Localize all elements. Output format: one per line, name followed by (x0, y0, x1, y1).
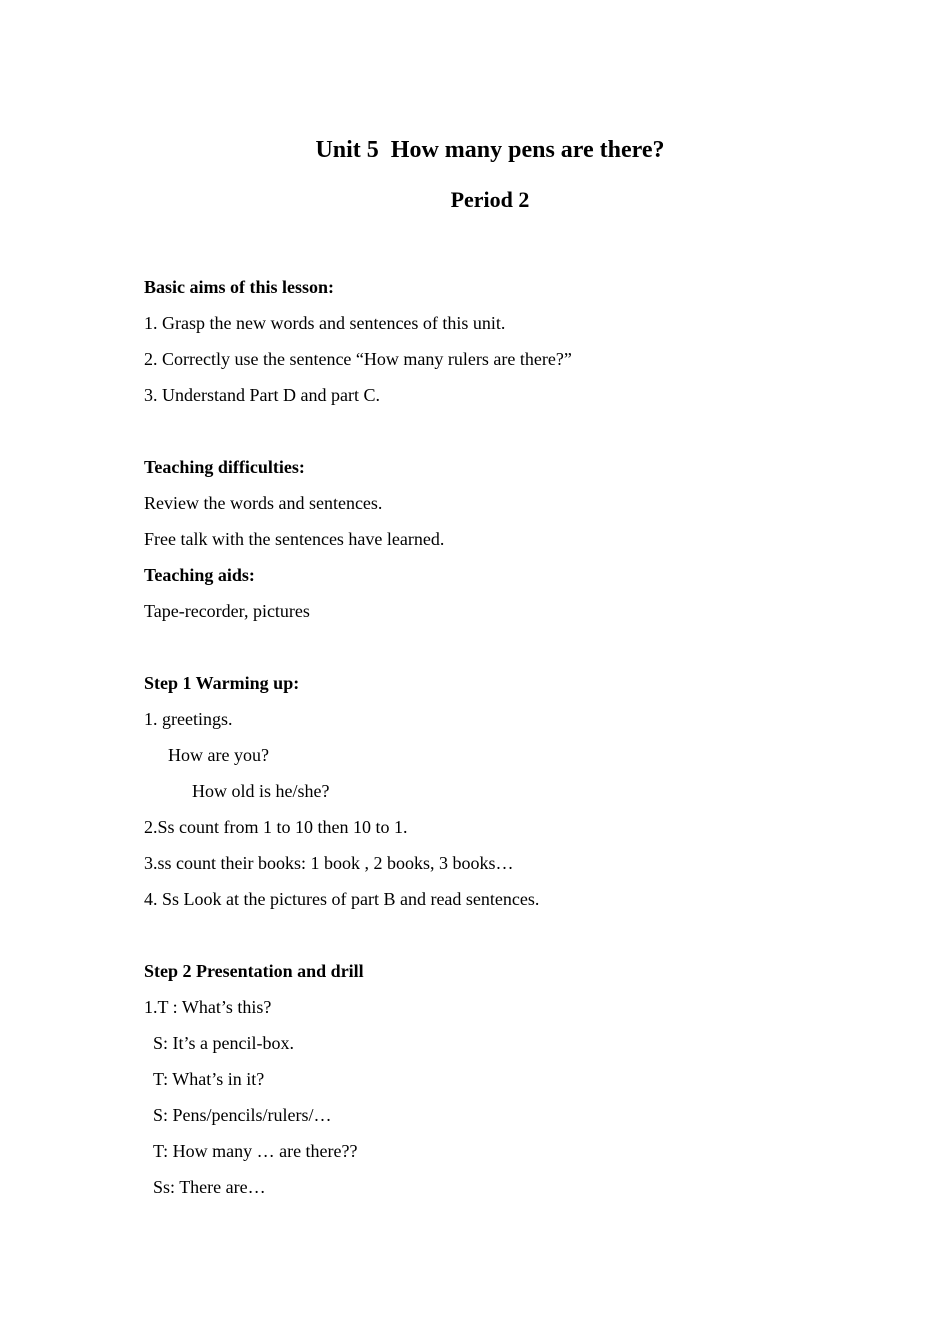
document-title: Unit 5 How many pens are there? (315, 137, 665, 163)
aims-item: 3. Understand Part D and part C. (144, 385, 380, 405)
difficulties-item: Free talk with the sentences have learned. (144, 529, 445, 549)
aims-item: 1. Grasp the new words and sentences of this unit. (144, 313, 506, 333)
step2-item: S: It’s a pencil-box. (153, 1033, 294, 1053)
aids-heading: Teaching aids: (144, 565, 255, 585)
step1-item: 1. greetings. (144, 709, 233, 729)
difficulties-item: Review the words and sentences. (144, 493, 383, 513)
step1-heading: Step 1 Warming up: (144, 673, 300, 693)
step1-item: 4. Ss Look at the pictures of part B and read sentences. (144, 889, 540, 909)
step2-item: T: What’s in it? (153, 1069, 265, 1089)
difficulties-heading: Teaching difficulties: (144, 457, 305, 477)
step1-item: 3.ss count their books: 1 book , 2 books, 3 books… (144, 853, 514, 873)
aims-item: 2. Correctly use the sentence “How many rulers are there?” (144, 349, 572, 369)
aims-heading: Basic aims of this lesson: (144, 277, 335, 297)
period-subtitle: Period 2 (450, 187, 530, 212)
step2-item: Ss: There are… (153, 1177, 266, 1197)
step1-item: How old is he/she? (192, 781, 330, 801)
step1-item: 2.Ss count from 1 to 10 then 10 to 1. (144, 817, 408, 837)
aids-text: Tape-recorder, pictures (144, 601, 310, 621)
step2-item: 1.T : What’s this? (144, 997, 272, 1017)
step2-item: S: Pens/pencils/rulers/… (153, 1105, 332, 1125)
step1-item: How are you? (168, 745, 269, 765)
step2-item: T: How many … are there?? (153, 1141, 358, 1161)
step2-heading: Step 2 Presentation and drill (144, 961, 364, 981)
